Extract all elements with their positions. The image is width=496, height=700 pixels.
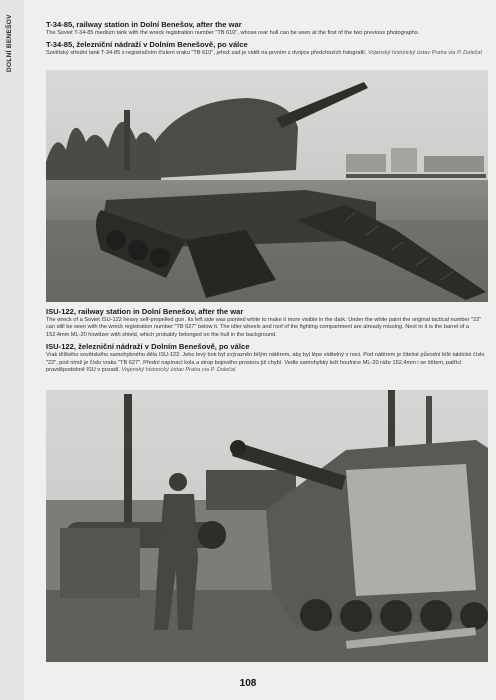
caption-text-cz: Sovětský střední tank T-34-85 s registračním číslem vraku "TB 610", jehož zad je vidět na prvním z dvojice předchozích fotografií. Vojenský historický ústav Praha via P. Dolečal	[46, 50, 482, 57]
photo-credit: Vojenský historický ústav Praha via P. Dolečal	[367, 50, 482, 57]
spg-photo-illustration	[46, 390, 488, 662]
side-margin	[0, 0, 24, 700]
caption-bottom	[46, 307, 486, 374]
caption-text-cz: Vrak těžkého sovětského samohybného děla ISU-122. Jeho levý bok byl zvýrazněn bílým nátěrem, aby byl lépe viditelný v noci. Pod nátěrem je čitelné původní bílé taktické číslo "22", pod nímž je číslo vraku "TB 627". Přední napínací kola a strop bojového prostoru již chybí. Vedle samohybky leží houfnice ML-20 ráže 152,4mm i se štítem, patřící pravděpodobně ISU v pozadí. Vojenský historický ústav Praha via P. Dolečal	[46, 352, 485, 374]
photo-isu-122	[46, 390, 488, 662]
caption-top	[46, 20, 486, 58]
page-number: 108	[239, 678, 257, 689]
caption-title-cz: ISU-122, železniční nádraží v Dolním Benešově, po válce	[46, 342, 250, 352]
photo-t34-85	[46, 70, 488, 302]
caption-title-cz: T-34-85, železniční nádraží v Dolním Benešově, po válce	[46, 40, 248, 50]
caption-title-en: ISU-122, railway station in Dolní Benešov, after the war	[46, 307, 244, 316]
caption-text-en: The Soviet T-34-85 medium tank with the wreck registration number "TB 610", whose rear hull can be seen at the first of the two previous photographs.	[46, 30, 420, 36]
photo-credit: Vojenský historický ústav Praha via P. Dolečal	[121, 367, 236, 374]
caption-text-en: The wreck of a Soviet ISU-122 heavy self-propelled gun. Its left side was painted white to make it more visible in the dark. Under the white paint the original tactical number "22" can still be seen with the wreck registration number "TB 627" below it. The idler wheels and roof of the fighting compartment are already missing. Next to it is the barrel of a 152.4mm ML-20 howitzer with shield, which probably belonged on the hull in the background.	[46, 317, 482, 338]
caption-title-en: T-34-85, railway station in Dolní Benešov, after the war	[46, 20, 242, 29]
running-head: DOLNÍ BENEŠOV	[6, 14, 13, 72]
tank-photo-illustration	[46, 70, 488, 302]
